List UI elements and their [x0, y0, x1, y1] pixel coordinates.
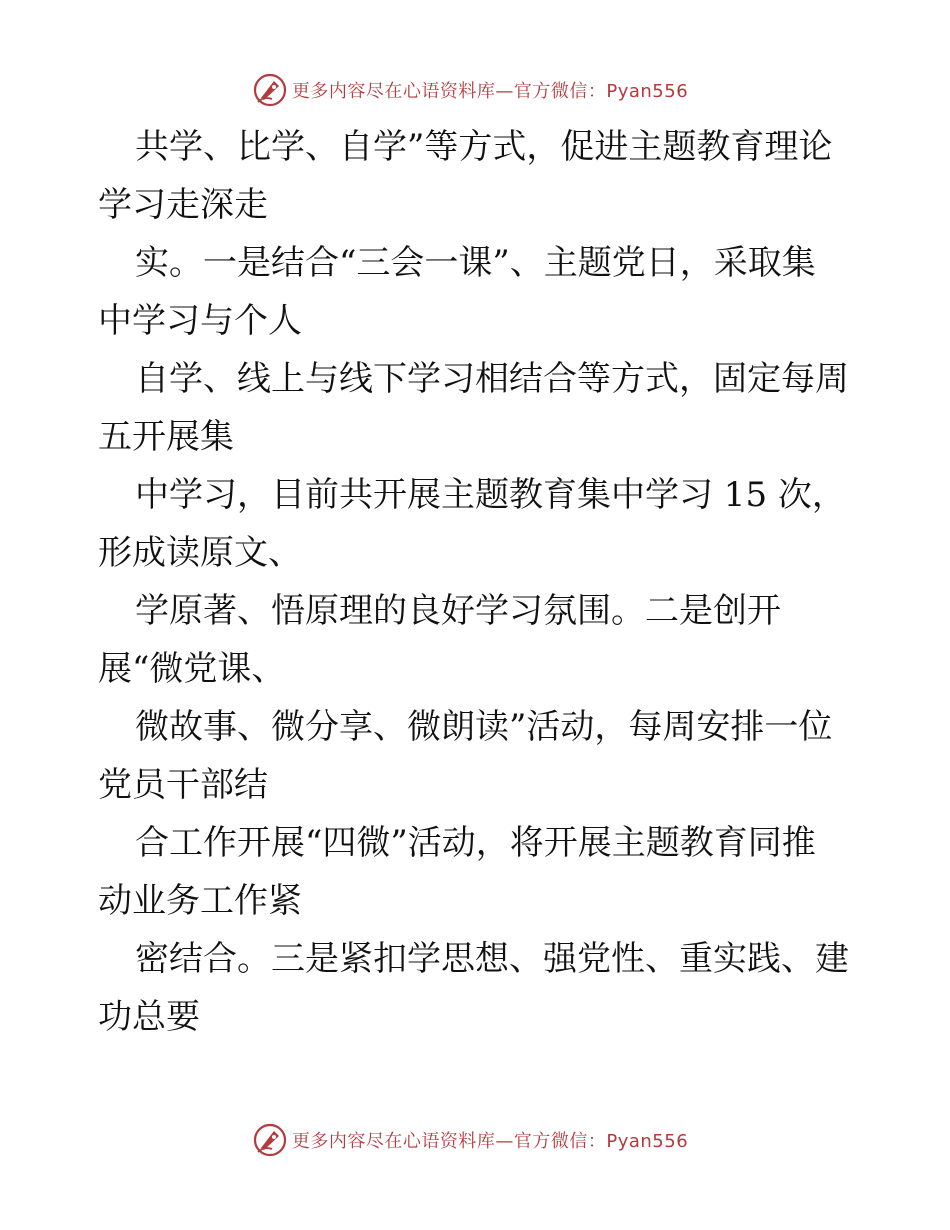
- paragraph: [98, 350, 858, 466]
- paragraph-first-line: 实。一是结合“三会一课”、主题党日，采取集: [135, 243, 816, 283]
- paragraph-first-line: 中学习，目前共开展主题教育集中学习 15 次，: [135, 475, 846, 515]
- paragraph-continuation: 功总要: [98, 997, 200, 1037]
- paragraph-first-line: 密结合。三是紧扣学思想、强党性、重实践、建: [135, 939, 849, 979]
- paragraph-continuation: 中学习与个人: [98, 301, 302, 341]
- pen-nib-logo-icon: [252, 72, 288, 108]
- paragraph-continuation: 展“微党课、: [98, 649, 286, 689]
- paragraph-first-line: 微故事、微分享、微朗读”活动，每周安排一位: [135, 707, 833, 747]
- paragraph-first-line: 合工作开展“四微”活动，将开展主题教育同推: [135, 823, 816, 863]
- paragraph: [98, 698, 858, 814]
- paragraph-continuation: 形成读原文、: [98, 533, 302, 573]
- header-banner-text: 更多内容尽在心语资料库—官方微信：Pyan556: [291, 81, 689, 102]
- footer-banner: [0, 1120, 950, 1160]
- paragraph-first-line: 共学、比学、自学”等方式，促进主题教育理论: [135, 127, 833, 167]
- footer-banner-text: 更多内容尽在心语资料库—官方微信：Pyan556: [291, 1131, 689, 1152]
- paragraph: [98, 582, 858, 698]
- paragraph-continuation: 学习走深走: [98, 185, 268, 225]
- header-banner-content: [252, 72, 688, 108]
- paragraph: [98, 930, 858, 1046]
- header-banner: [0, 70, 950, 110]
- document-body: [98, 118, 858, 1046]
- paragraph: [98, 466, 858, 582]
- paragraph-continuation: 五开展集: [98, 417, 234, 457]
- paragraph-continuation: 动业务工作紧: [98, 881, 302, 921]
- paragraph-first-line: 自学、线上与线下学习相结合等方式，固定每周: [135, 359, 849, 399]
- paragraph-continuation: 党员干部结: [98, 765, 268, 805]
- pen-nib-logo-icon: [252, 1122, 288, 1158]
- footer-banner-content: [252, 1122, 688, 1158]
- paragraph: [98, 118, 858, 234]
- paragraph: [98, 814, 858, 930]
- paragraph: [98, 234, 858, 350]
- paragraph-first-line: 学原著、悟原理的良好学习氛围。二是创开: [135, 591, 781, 631]
